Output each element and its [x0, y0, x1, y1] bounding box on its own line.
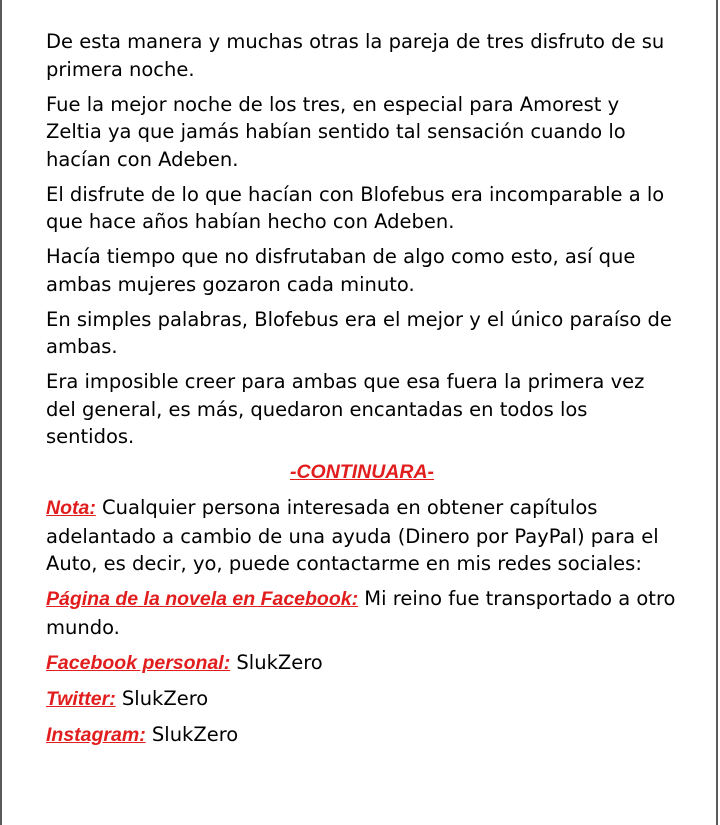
contact-novel-facebook [46, 585, 678, 641]
contact-value-instagram: SlukZero [145, 722, 239, 746]
contact-twitter [46, 685, 678, 714]
paragraph-2: Fue la mejor noche de los tres, en especial para Amorest y Zeltia ya que jamás habían sentido tal sensación cuando lo hacían con Adeben. [46, 92, 626, 171]
paragraph-3: El disfrute de lo que hacían con Blofebus era incomparable a lo que hace años habían hecho con Adeben. [46, 182, 665, 233]
contact-label-instagram: Instagram: [46, 723, 146, 746]
paragraph-6: Era imposible creer para ambas que esa fuera la primera vez del general, es más, quedaron encantadas en todos los sentidos. [46, 370, 645, 448]
paragraph-5: En simples palabras, Blofebus era el mejor y el único paraíso de ambas. [46, 307, 672, 358]
note-label: Nota: [46, 497, 96, 519]
contact-label-personal-facebook: Facebook personal: [46, 651, 231, 674]
contact-label-twitter: Twitter: [46, 687, 116, 710]
note-text: Cualquier persona interesada en obtener capítulos adelantado a cambio de una ayuda (Dinero por PayPal) para el Auto, es decir, yo, puede contactarme en mis redes sociales: [46, 496, 659, 575]
contact-value-novel-facebook: Mi reino fue transportado a otro mundo. [46, 587, 676, 639]
contact-value-personal-facebook: SlukZero [230, 650, 323, 674]
continuara-label: -CONTINUARA- [289, 461, 435, 483]
contact-personal-facebook [46, 649, 678, 678]
contact-label-novel-facebook: Página de la novela en Facebook: [46, 588, 359, 610]
note-paragraph [46, 494, 678, 578]
contact-value-twitter: SlukZero [115, 686, 209, 710]
continuara-heading [46, 458, 678, 487]
paragraph-1: De esta manera y muchas otras la pareja de tres disfruto de su primera noche. [46, 30, 665, 81]
document-body [46, 28, 678, 757]
contact-instagram [46, 721, 678, 750]
paragraph-4: Hacía tiempo que no disfrutaban de algo como esto, así que ambas mujeres gozaron cada minuto. [46, 245, 636, 296]
